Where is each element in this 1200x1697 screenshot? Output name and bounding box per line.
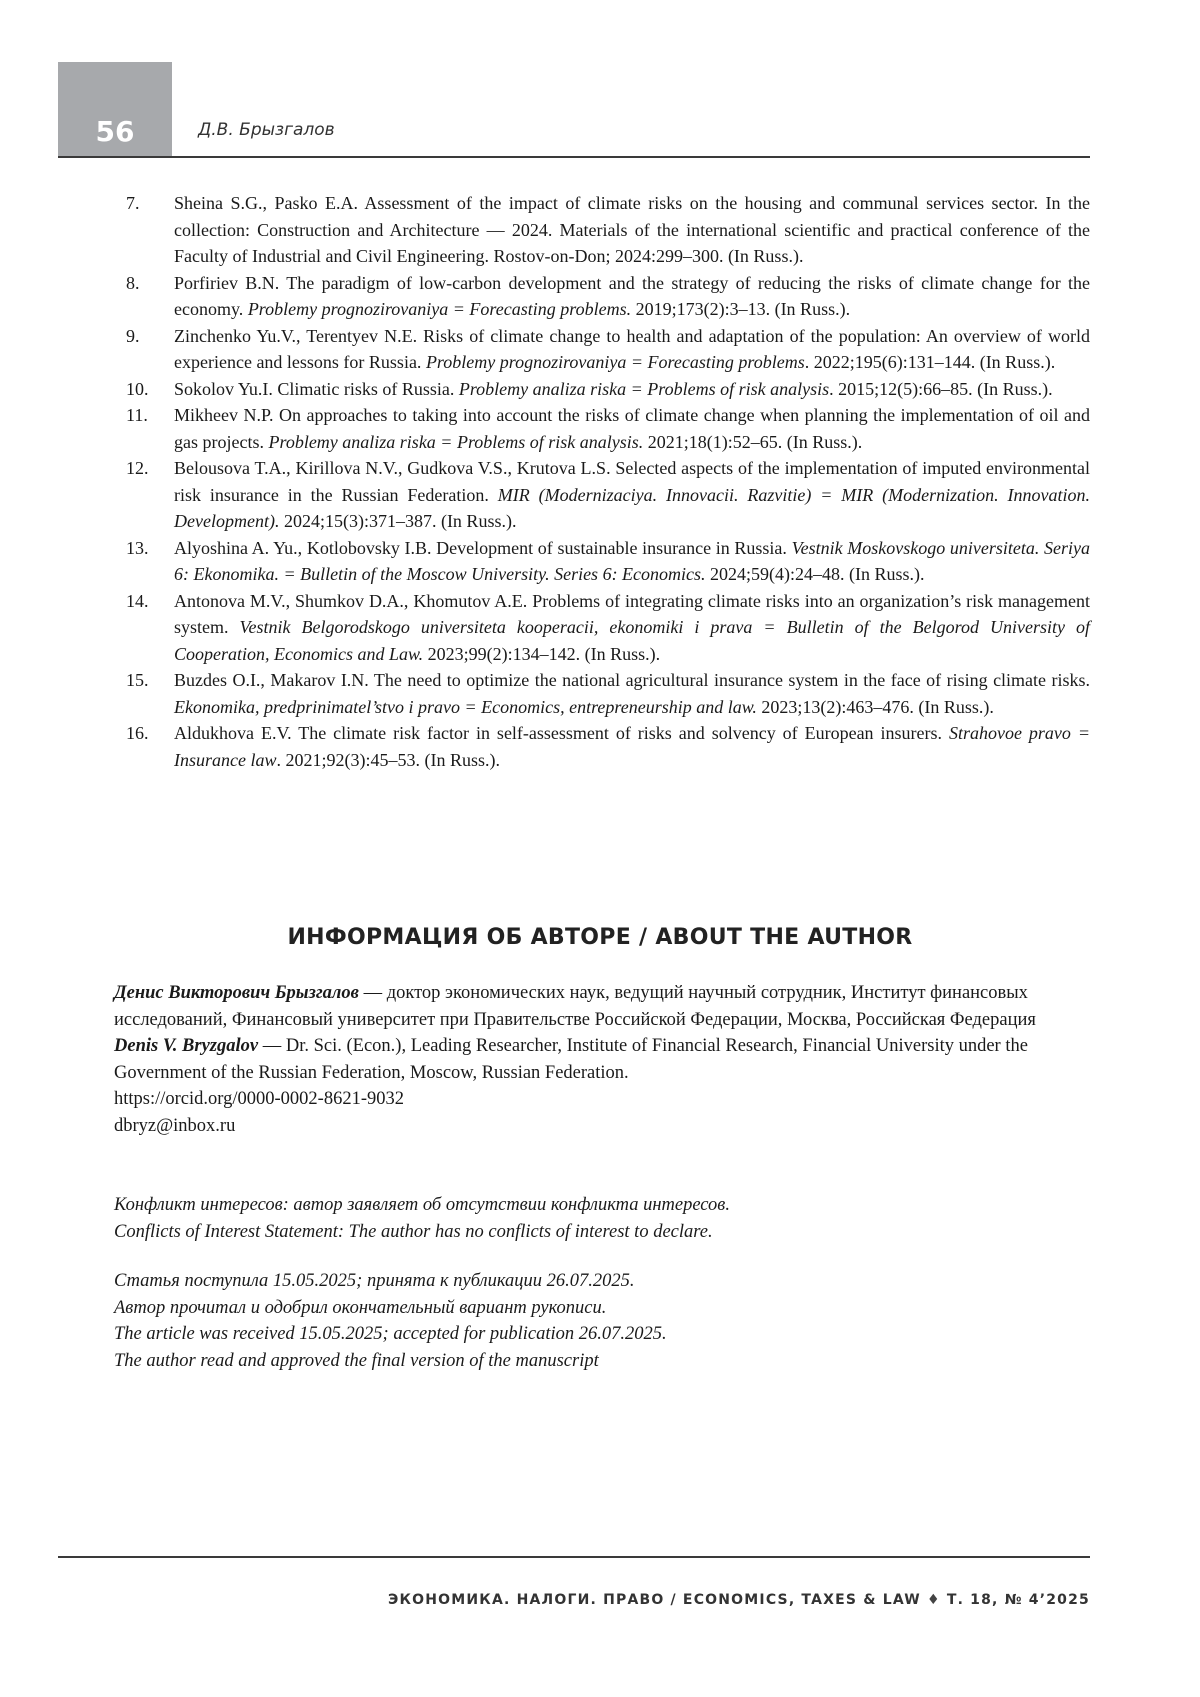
reference-item — [58, 190, 1090, 270]
reference-text: Mikheev N.P. On approaches to taking into account the risks of climate change when planning the implementation of oil and gas projects. — [174, 405, 1090, 452]
author-name-ru: Денис Викторович Брызгалов — [114, 983, 359, 1003]
reference-list — [58, 190, 1090, 773]
author-info — [114, 980, 1090, 1139]
reference-number: 15. — [126, 670, 149, 690]
dates-received-en: The article was received 15.05.2025; accepted for publication 26.07.2025. — [114, 1324, 667, 1344]
reference-source: Strahovoe pravo = Insurance law — [174, 723, 1090, 770]
reference-item — [58, 323, 1090, 376]
reference-source: Problemy analiza riska = Problems of risk analysis — [458, 378, 830, 399]
reference-source: Vestnik Moskovskogo universiteta. Seriya 6: Ekonomika. = Bulletin of the Moscow University. Series 6: Economics. — [174, 537, 1090, 584]
reference-number: 8. — [126, 272, 140, 293]
reference-text: Alyoshina A. Yu., Kotlobovsky I.B. Development of sustainable insurance in Russia. — [174, 537, 792, 558]
reference-details: . 2022;195(6):131–144. (In Russ.). — [804, 352, 1056, 372]
reference-details: 2019;173(2):3–13. (In Russ.). — [631, 299, 851, 319]
author-email-link[interactable]: dbryz@inbox.ru — [114, 1115, 236, 1136]
reference-details: . 2015;12(5):66–85. (In Russ.). — [829, 378, 1053, 399]
reference-details: 2021;18(1):52–65. (In Russ.). — [643, 431, 863, 452]
author-name-en: Denis V. Bryzgalov — [114, 1036, 259, 1056]
journal-footer — [388, 1592, 1090, 1608]
reference-source: Problemy prognozirovaniya = Forecasting problems. — [247, 299, 632, 319]
reference-item — [58, 376, 1090, 403]
author-bio-en — [114, 1033, 1090, 1086]
reference-details: . 2021;92(3):45–53. (In Russ.). — [276, 749, 500, 770]
page-number: 56 — [95, 115, 135, 148]
article-dates — [114, 1268, 1090, 1374]
reference-source: Problemy analiza riska = Problems of risk analysis. — [268, 431, 644, 452]
footer-divider — [58, 1556, 1090, 1558]
reference-number: 14. — [126, 590, 149, 611]
reference-details: 2024;15(3):371–387. (In Russ.). — [279, 511, 517, 531]
dates-received-ru: Статья поступила 15.05.2025; принята к публикации 26.07.2025. — [114, 1271, 635, 1291]
reference-number: 16. — [126, 723, 149, 743]
reference-text: Belousova T.A., Kirillova N.V., Gudkova V.S., Krutova L.S. Selected aspects of the implementation of imputed environmental risk insurance in the Russian Federation. — [174, 458, 1090, 505]
reference-item — [58, 402, 1090, 455]
conflict-en: Conflicts of Interest Statement: The author has no conflicts of interest to declare. — [114, 1221, 713, 1242]
conflict-ru: Конфликт интересов: автор заявляет об отсутствии конфликта интересов. — [114, 1195, 730, 1215]
reference-item — [58, 588, 1090, 668]
reference-text: Sheina S.G., Pasko E.A. Assessment of the impact of climate risks on the housing and communal services sector. In the collection: Construction and Architecture — 2024. Materials of the international scientific and practical conference of the Faculty of Industrial and Civil Engineering. Rostov-on-Don; 2024:299–300. (In Russ.). — [174, 193, 1090, 266]
reference-number: 13. — [126, 537, 149, 558]
journal-issue: Т. 18, № 4’2025 — [946, 1592, 1090, 1608]
running-head-author: Д.В. Брызгалов — [198, 120, 335, 140]
reference-number: 10. — [126, 378, 149, 399]
reference-text: Buzdes O.I., Makarov I.N. The need to optimize the national agricultural insurance system in the face of rising climate risks. — [174, 670, 1090, 690]
author-bio-ru — [114, 980, 1090, 1033]
reference-number: 7. — [126, 193, 140, 213]
reference-source: Ekonomika, predprinimatel’stvo i pravo = Economics, entrepreneurship and law. — [174, 696, 757, 717]
journal-title: ЭКОНОМИКА. НАЛОГИ. ПРАВО / ECONOMICS, TAXES & LAW — [388, 1592, 921, 1608]
reference-details: 2023;13(2):463–476. (In Russ.). — [756, 696, 994, 717]
reference-item — [58, 720, 1090, 773]
author-text-en: — Dr. Sci. (Econ.), Leading Researcher, Institute of Financial Research, Financial University under the Government of the Russian Federation, Moscow, Russian Federation. — [114, 1036, 1028, 1083]
conflict-statement — [114, 1192, 1090, 1245]
dates-approved-ru: Автор прочитал и одобрил окончательный вариант рукописи. — [114, 1297, 607, 1318]
reference-item — [58, 455, 1090, 535]
reference-text: Porfiriev B.N. The paradigm of low-carbon development and the strategy of reducing the risks of climate change for the economy. — [174, 272, 1090, 319]
author-text-ru: — доктор экономических наук, ведущий научный сотрудник, Институт финансовых исследований, Финансовый университет при Правительстве Российской Федерации, Москва, Российская Федерация — [114, 983, 1036, 1030]
reference-item — [58, 535, 1090, 588]
section-title: ИНФОРМАЦИЯ ОБ АВТОРЕ / ABOUT THE AUTHOR — [287, 925, 913, 950]
reference-number: 11. — [126, 405, 148, 425]
reference-source: Vestnik Belgorodskogo universiteta kooperacii, ekonomiki i prava = Bulletin of the Belgorod University of Cooperation, Economics and Law. — [174, 617, 1090, 664]
reference-details: 2023;99(2):134–142. (In Russ.). — [423, 643, 661, 664]
reference-text: Antonova M.V., Shumkov D.A., Khomutov A.E. Problems of integrating climate risks into an organization’s risk management system. — [174, 590, 1090, 637]
reference-item — [58, 270, 1090, 323]
reference-text: Aldukhova E.V. The climate risk factor in self-assessment of risks and solvency of European insurers. — [174, 723, 949, 743]
reference-item — [58, 667, 1090, 720]
header-divider — [58, 156, 1090, 158]
reference-number: 9. — [126, 325, 140, 346]
reference-text: Sokolov Yu.I. Climatic risks of Russia. — [174, 378, 459, 399]
reference-text: Zinchenko Yu.V., Terentyev N.E. Risks of climate change to health and adaptation of the population: An overview of world experience and lessons for Russia. — [174, 325, 1090, 372]
diamond-icon: ♦ — [926, 1592, 941, 1608]
reference-source: MIR (Modernizaciya. Innovacii. Razvitie) = MIR (Modernization. Innovation. Development). — [174, 484, 1090, 531]
reference-number: 12. — [126, 458, 149, 478]
author-orcid-link[interactable]: https://orcid.org/0000-0002-8621-9032 — [114, 1089, 404, 1109]
reference-source: Problemy prognozirovaniya = Forecasting problems — [425, 352, 805, 372]
reference-details: 2024;59(4):24–48. (In Russ.). — [705, 564, 925, 584]
dates-approved-en: The author read and approved the final version of the manuscript — [114, 1350, 599, 1371]
